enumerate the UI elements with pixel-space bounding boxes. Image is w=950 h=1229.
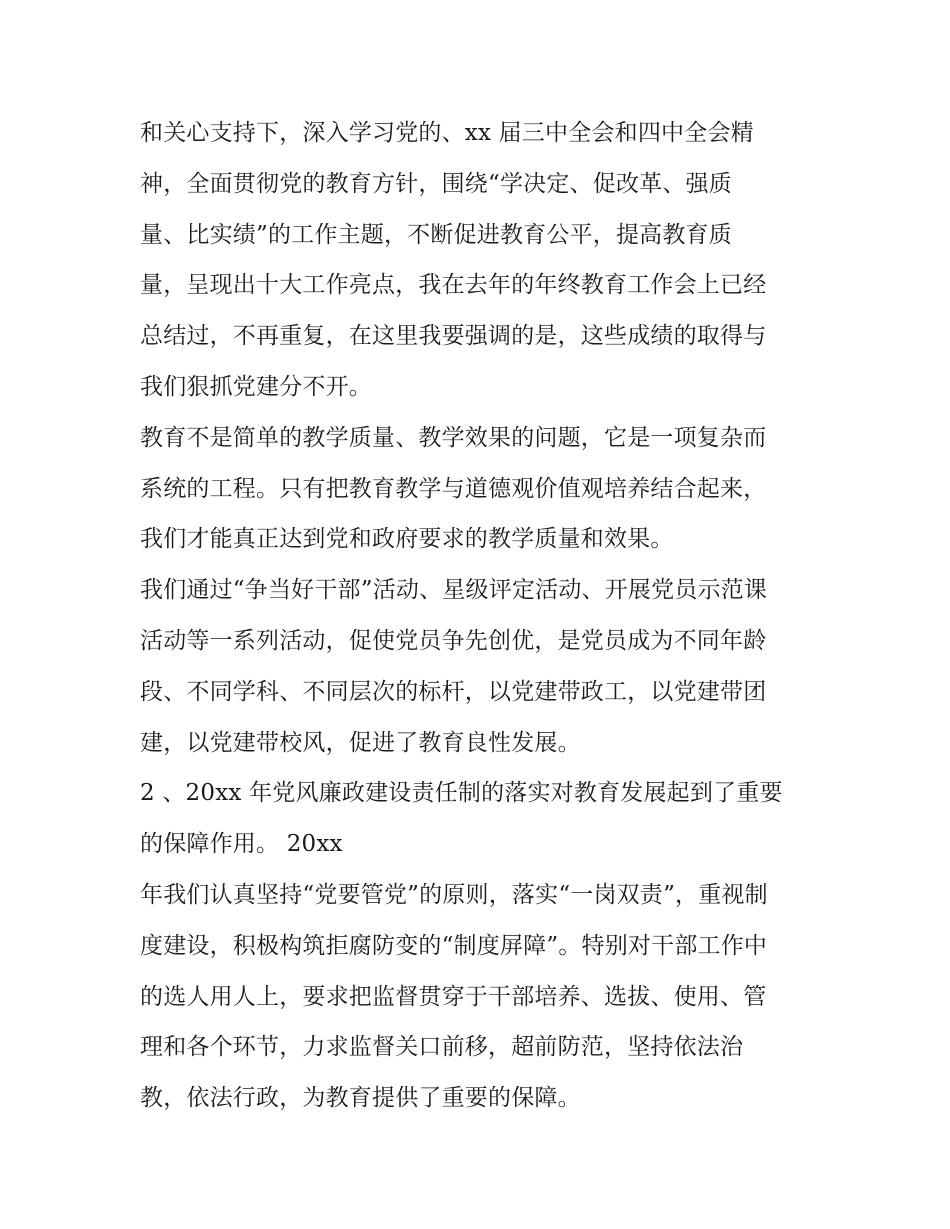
text-line: 教育不是简单的教学质量、教学效果的问题，它是一项复杂而	[140, 424, 767, 451]
text-line: 我们狠抓党建分不开。	[140, 373, 372, 400]
text-line: 神，全面贯彻党的教育方针，围绕“学决定、促改革、强质	[140, 170, 732, 197]
text-line: 量，呈现出十大工作亮点，我在去年的年终教育工作会上已经	[140, 272, 767, 299]
text-line: 建，以党建带校风，促进了教育良性发展。	[140, 729, 581, 756]
text-line: 段、不同学科、不同层次的标杆，以党建带政工，以党建带团	[140, 678, 767, 705]
text-line: 活动等一系列活动，促使党员争先创优，是党员成为不同年龄	[140, 627, 767, 654]
text-line: 我们才能真正达到党和政府要求的教学质量和效果。	[140, 526, 674, 553]
text-line: 度建设，积极构筑拒腐防变的“制度屏障”。特别对干部工作中	[140, 932, 768, 959]
text-line: 年我们认真坚持“党要管党”的原则，落实“一岗双责”，重视制	[140, 881, 768, 908]
text-line: 和关心支持下，深入学习党的、xx 届三中全会和四中全会精	[140, 120, 754, 146]
text-line: 的选人用人上，要求把监督贯穿于干部培养、选拔、使用、管	[140, 983, 767, 1010]
text-line: 总结过，不再重复，在这里我要强调的是，这些成绩的取得与	[140, 323, 767, 350]
text-line: 系统的工程。只有把教育教学与道德观价值观培养结合起来，	[140, 475, 767, 502]
text-line: 的保障作用。 20xx	[140, 831, 343, 858]
text-line: 2 、20xx 年党风廉政建设责任制的落实对教育发展起到了重要	[140, 780, 783, 807]
text-line: 教，依法行政，为教育提供了重要的保障。	[140, 1085, 581, 1112]
text-line: 理和各个环节，力求监督关口前移，超前防范，坚持依法治	[140, 1034, 744, 1061]
text-line: 我们通过“争当好干部”活动、星级评定活动、开展党员示范课	[140, 577, 768, 604]
text-line: 量、比实绩”的工作主题，不断促进教育公平，提高教育质	[140, 221, 732, 248]
body-text	[140, 108, 840, 1124]
